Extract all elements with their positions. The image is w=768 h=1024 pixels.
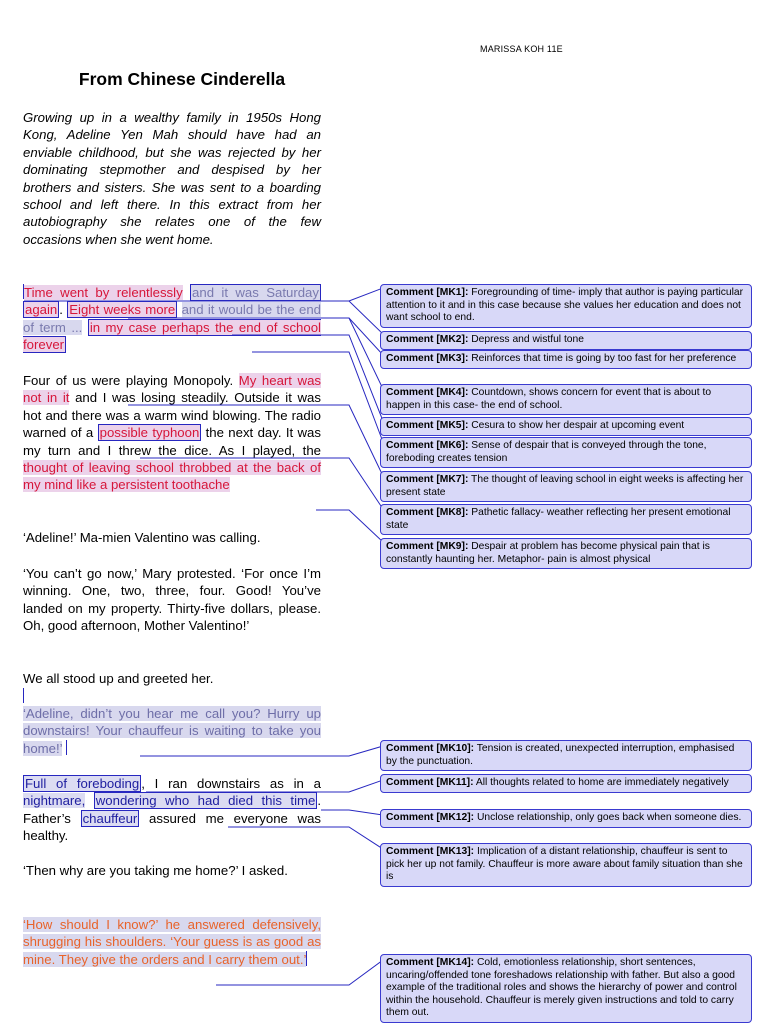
text-fathers: . Father’s: [23, 793, 321, 826]
text-eight-weeks[interactable]: Eight weeks more: [69, 302, 176, 318]
comment-mk1[interactable]: Comment [MK1]: Foregrounding of time- imply that author is paying particular attention to it and in this case because she values her education and does not want school to end.: [380, 284, 752, 328]
text-possible-typhoon[interactable]: possible typhoon: [99, 425, 200, 441]
paragraph-1: Time went by relentlessly and it was Saturday again . Eight weeks more and it would be the end of term ... in my case perhaps the end of school forever: [23, 285, 322, 353]
comment-mk10[interactable]: Comment [MK10]: Tension is created, unexpected interruption, emphasised by the punctuation.: [380, 740, 752, 771]
text-chauffeur[interactable]: chauffeur: [82, 810, 138, 826]
connector-mk14: [216, 960, 383, 985]
connector-mk11: [146, 780, 383, 792]
connector-mk3: [128, 318, 383, 355]
text-time-went-by[interactable]: Time went by relentlessly: [24, 285, 183, 300]
text-assured: assured me everyone was healthy.: [23, 810, 321, 844]
text-how-should-i-know[interactable]: ‘How should I know?’ he answered defensively, shrugging his shoulders. ‘Your guess is as good as mine. They give the orders and I carry them out.’: [23, 917, 321, 967]
comment-mk11[interactable]: Comment [MK11]: All thoughts related to home are immediately negatively: [380, 774, 752, 793]
comment-mk7[interactable]: Comment [MK7]: The thought of leaving school in eight weeks is affecting her present state: [380, 471, 752, 502]
connector-mk1: [24, 288, 383, 301]
comment-mk6[interactable]: Comment [MK6]: Sense of despair that is conveyed through the tone, foreboding creates tension: [380, 437, 752, 468]
comment-mk8[interactable]: Comment [MK8]: Pathetic fallacy- weather reflecting her present emotional state: [380, 504, 752, 535]
connector-mk6: [252, 352, 383, 442]
comment-mk13[interactable]: Comment [MK13]: Implication of a distant relationship, chauffeur is sent to pick her up not family. Chauffeur is more aware about family situation than she is: [380, 843, 752, 887]
comment-mk3[interactable]: Comment [MK3]: Reinforces that time is going by too fast for her preference: [380, 350, 752, 369]
connector-mk7: [128, 405, 383, 476]
paragraph-5: We all stood up and greeted her.: [23, 671, 214, 686]
paragraph-8: ‘Then why are you taking me home?’ I asked.: [23, 863, 288, 878]
text-full-of-foreboding[interactable]: Full of foreboding: [25, 776, 140, 791]
text-nightmare[interactable]: nightmare,: [23, 793, 86, 809]
comment-mk9[interactable]: Comment [MK9]: Despair at problem has become physical pain that is constantly haunting her. Metaphor- pain is almost physical: [380, 538, 752, 569]
text-again[interactable]: again: [25, 302, 58, 318]
connector-mk10: [140, 746, 383, 756]
connector-mk13: [228, 827, 383, 849]
text-monopoly: Four of us were playing Monopoly.: [23, 373, 234, 388]
connector-mk9: [316, 510, 383, 542]
text-end-of-school[interactable]: in my case perhaps the end of school forever: [23, 319, 321, 353]
text-hurry-up[interactable]: ‘Adeline, didn’t you hear me call you? Hurry up downstairs! Your chauffeur is waiting to take you home!’: [23, 706, 321, 756]
intro-paragraph: Growing up in a wealthy family in 1950s Hong Kong, Adeline Yen Mah should have had an enviable childhood, but she was rejected by her dominating stepmother and despised by her brothers and sisters. She was sent to a boarding school and left there. In this extract from her autobiography she relates one of the few occasions when she went home.: [23, 110, 321, 247]
comment-mk14[interactable]: Comment [MK14]: Cold, emotionless relationship, short sentences, uncaring/offended tone foreshadows relationship with father. But also a good example of the traditional roles and shows the hierarchy of power and control within the household. Chauffeur is merely given instructions and told to carry them out.: [380, 954, 752, 1023]
text-saturday[interactable]: and it was Saturday: [192, 285, 319, 300]
connector-mk12: [321, 810, 383, 815]
author-name: MARISSA KOH 11E: [480, 44, 563, 54]
text-ran-downstairs: , I ran downstairs as in a: [141, 776, 322, 791]
document-title: From Chinese Cinderella: [78, 69, 286, 89]
paragraph-3: ‘Adeline!’ Ma-mien Valentino was calling.: [23, 530, 261, 545]
comment-mk5[interactable]: Comment [MK5]: Cesura to show her despair at upcoming event: [380, 417, 752, 436]
text-losing-steadily: and I was losing steadily. Outside it was hot and there was a warm wind blowing. The radio warned of a: [23, 390, 321, 441]
text-who-had-died[interactable]: wondering who had died this time: [95, 793, 316, 809]
text-toothache[interactable]: thought of leaving school throbbed at the back of my mind like a persistent toothache: [23, 460, 321, 493]
text-end-of-term[interactable]: and it would be the end of term ...: [23, 302, 322, 335]
comment-mk4[interactable]: Comment [MK4]: Countdown, shows concern for event that is about to happen in this case- the end of school.: [380, 384, 752, 415]
connector-mk5: [232, 335, 383, 421]
text-heart-not-in-it[interactable]: My heart was not in it: [23, 373, 321, 406]
comment-mk12[interactable]: Comment [MK12]: Unclose relationship, only goes back when someone dies.: [380, 809, 752, 828]
text-my-turn: the next day. It was my turn and I threw the dice. As I played, the: [23, 425, 321, 458]
paragraph-4: ‘You can’t go now,’ Mary protested. ‘For once I’m winning. One, two, three, four. Good! You’ve landed on my property. Thirty-five dollars, please. Oh, good afternoon, Mother Valentino!’: [23, 566, 321, 634]
connector-mk8: [140, 458, 383, 509]
comment-mk2[interactable]: Comment [MK2]: Depress and wistful tone: [380, 331, 752, 350]
